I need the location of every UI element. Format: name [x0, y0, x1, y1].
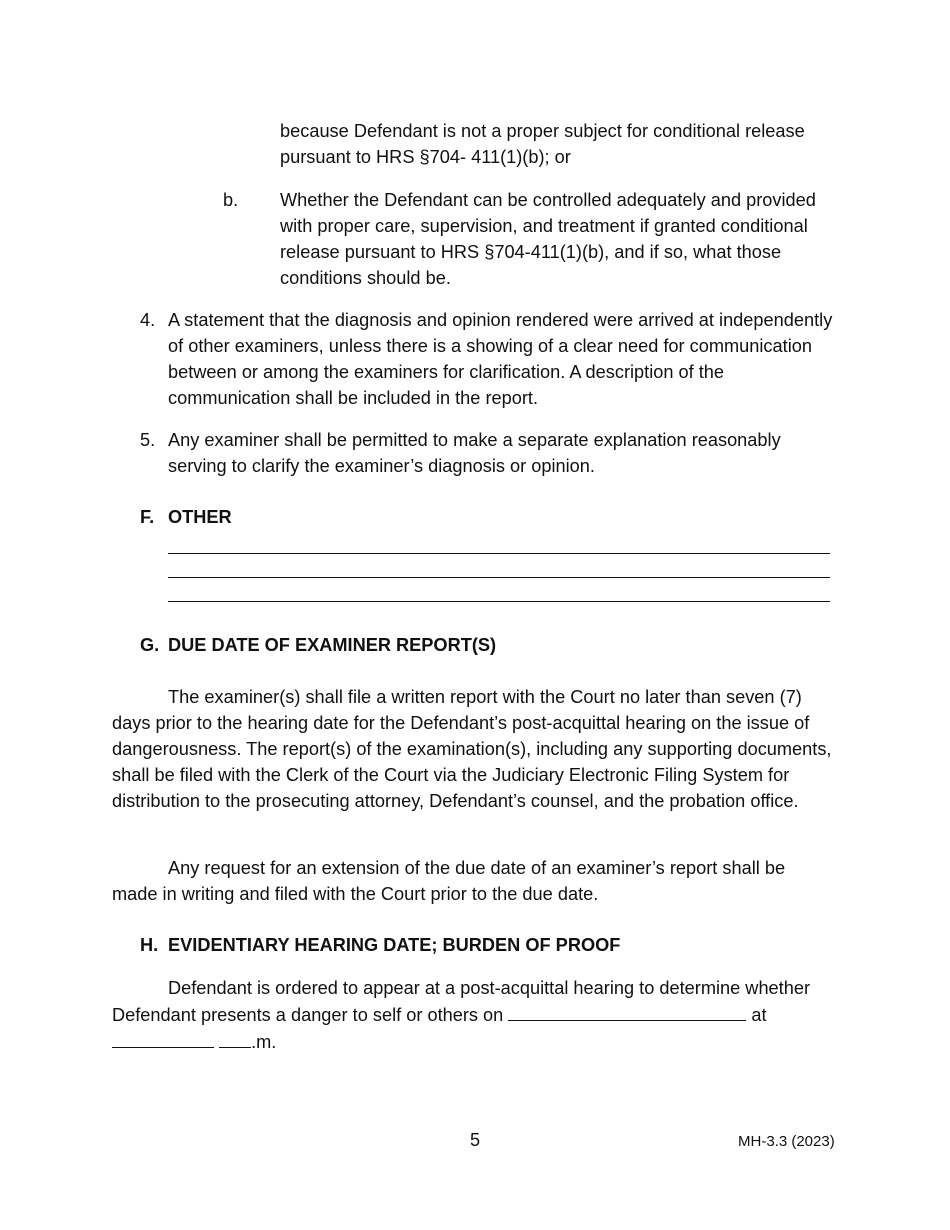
hearing-date-blank[interactable]: [508, 1001, 746, 1021]
section-h-title: EVIDENTIARY HEARING DATE; BURDEN OF PROOF: [168, 935, 621, 955]
section-f-title: OTHER: [168, 507, 232, 527]
other-blank-line-2[interactable]: [168, 554, 830, 578]
section-h-line-1: Defendant is ordered to appear at a post-acquittal hearing to determine whether: [168, 978, 811, 998]
other-blank-lines: [168, 530, 830, 602]
item-b-marker: b.: [223, 190, 239, 210]
section-h-paragraph: [112, 975, 842, 1055]
section-g-letter: G.: [140, 635, 160, 655]
section-g-paragraph-2: Any request for an extension of the due date of an examiner’s report shall be made in writing and filed with the Court prior to the due date.: [112, 858, 786, 904]
other-blank-line-3[interactable]: [168, 578, 830, 602]
item-a-continuation: because Defendant is not a proper subject for conditional release pursuant to HRS §704- 411(1)(b); or: [280, 121, 805, 167]
item-b-text: Whether the Defendant can be controlled adequately and provided with proper care, supervision, and treatment if granted conditional release pursuant to HRS §704-411(1)(b), and if so, what those conditions should be.: [280, 190, 816, 288]
other-blank-line-1[interactable]: [168, 530, 830, 554]
hearing-am-pm-blank[interactable]: [219, 1028, 251, 1048]
form-id: MH-3.3 (2023): [738, 1133, 835, 1150]
section-h-line-2-prefix: Defendant presents a danger to self or others on: [112, 1005, 504, 1025]
section-h-line-3-suffix: .m.: [251, 1032, 277, 1052]
section-g-paragraph-1: The examiner(s) shall file a written report with the Court no later than seven (7) days prior to the hearing date for the Defendant’s post-acquittal hearing on the issue of dangerousness. The report(s) of the examination(s), including any supporting documents, shall be filed with the Clerk of the Court via the Judiciary Electronic Filing System for distribution to the prosecuting attorney, Defendant’s counsel, and the probation office.: [112, 687, 832, 811]
page-number: 5: [470, 1130, 481, 1150]
section-h-letter: H.: [140, 935, 159, 955]
item-4-marker: 4.: [140, 310, 156, 330]
section-g-title: DUE DATE OF EXAMINER REPORT(S): [168, 635, 497, 655]
item-5-text: Any examiner shall be permitted to make a separate explanation reasonably serving to clarify the examiner’s diagnosis or opinion.: [168, 430, 781, 476]
section-f-letter: F.: [140, 507, 155, 527]
section-h-line-2-suffix: at: [751, 1005, 767, 1025]
item-4-text: A statement that the diagnosis and opinion rendered were arrived at independently of other examiners, unless there is a showing of a clear need for communication between or among the examiners for clarification. A description of the communication shall be included in the report.: [168, 310, 833, 408]
item-5-marker: 5.: [140, 430, 156, 450]
hearing-time-blank[interactable]: [112, 1028, 214, 1048]
